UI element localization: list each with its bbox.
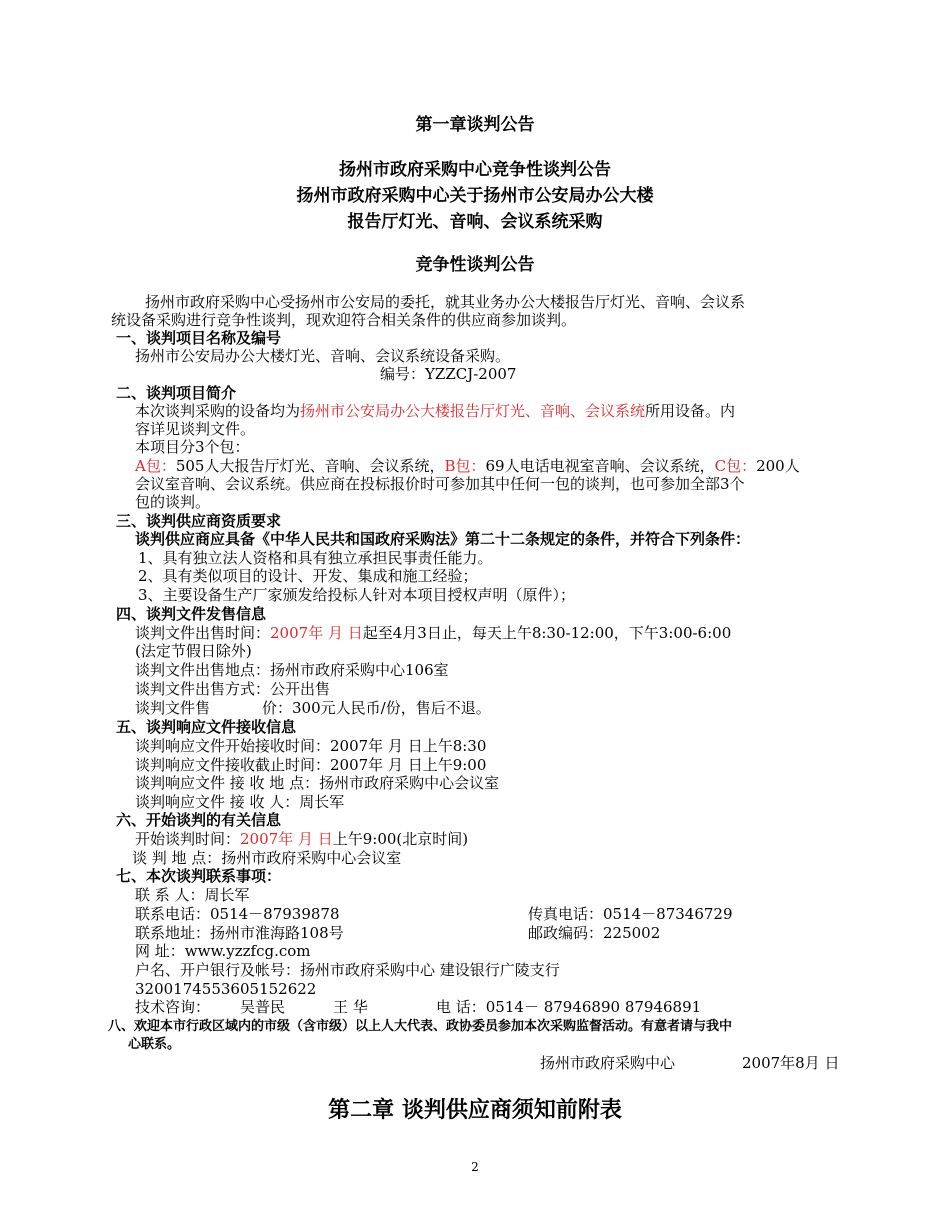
receipt-place: 谈判响应文件 接 收 地 点：扬州市政府采购中心会议室: [135, 774, 500, 792]
package-line-2: 会议室音响、会议系统。供应商在投标报价时可参加其中任何一包的谈判，也可参加全部3个: [135, 475, 745, 493]
qualification-item-1: 1、具有独立法人资格和具有独立承担民事责任能力。: [138, 549, 493, 567]
project-code: 编号：YZZCJ-2007: [380, 365, 517, 383]
receipt-person: 谈判响应文件 接 收 人：周长军: [135, 793, 345, 811]
sale-price: 谈判文件售 价：300元人民币/份，售后不退。: [135, 699, 491, 717]
section-4-title: 四、谈判文件发售信息: [116, 605, 267, 623]
project-name: 扬州市公安局办公大楼灯光、音响、会议系统设备采购。: [135, 347, 511, 365]
contact-fax: 传真电话：0514－87346729: [528, 905, 733, 923]
section-1-title: 一、谈判项目名称及编号: [116, 329, 282, 347]
notice-title-1: 扬州市政府采购中心竞争性谈判公告: [339, 160, 611, 180]
signature-date: 2007年8月 日: [742, 1054, 840, 1072]
page-number: 2: [471, 1160, 479, 1174]
section-3-title: 三、谈判供应商资质要求: [116, 512, 282, 530]
supervision-note-line-2: 心联系。: [128, 1037, 181, 1052]
intro-line-2: 统设备采购进行竞争性谈判，现欢迎符合相关条件的供应商参加谈判。: [111, 311, 577, 329]
bank-account: 3200174553605152622: [135, 980, 317, 998]
qualification-lead: 谈判供应商应具备《中华人民共和国政府采购法》第二十二条规定的条件，并符合下列条件：: [135, 530, 751, 548]
contact-website: 网 址：www.yzzfcg.com: [135, 942, 311, 960]
package-count: 本项目分3个包：: [135, 438, 250, 456]
intro-scope-line: 本次谈判采购的设备均为扬州市公安局办公大楼报告厅灯光、音响、会议系统所用设备。内: [135, 402, 736, 420]
package-list: A包：505人大报告厅灯光、音响、会议系统，B包：69人电话电视室音响、会议系统，C包：200人: [135, 457, 800, 475]
tech-consult-phone: 电 话：0514－ 87946890 87946891: [436, 998, 702, 1016]
bank-info: 户名、开户银行及帐号：扬州市政府采购中心 建设银行广陵支行: [135, 961, 560, 979]
sale-place: 谈判文件出售地点：扬州市政府采购中心106室: [135, 661, 449, 679]
chapter-1-title: 第一章谈判公告: [415, 115, 535, 135]
section-2-title: 二、谈判项目简介: [116, 384, 237, 402]
supervision-note-line-1: 八、欢迎本市行政区域内的市级（含市级）以上人大代表、政协委员参加本次采购监督活动。有意者请与我中: [108, 1019, 733, 1034]
negotiation-time: 开始谈判时间：2007年 月 日上午9:00(北京时间): [135, 830, 469, 848]
sale-holiday-note: (法定节假日除外): [135, 642, 252, 660]
notice-title-2: 扬州市政府采购中心关于扬州市公安局办公大楼: [296, 186, 654, 206]
qualification-item-3: 3、主要设备生产厂家颁发给投标人针对本项目授权声明（原件）；: [138, 586, 576, 604]
receipt-start: 谈判响应文件开始接收时间：2007年 月 日上午8:30: [135, 737, 487, 755]
qualification-item-2: 2、具有类似项目的设计、开发、集成和施工经验；: [138, 567, 478, 585]
sale-time: 谈判文件出售时间：2007年 月 日起至4月3日止，每天上午8:30-12:00，下午3:00-6:00: [135, 624, 732, 642]
scope-line-2: 容详见谈判文件。: [135, 420, 256, 438]
contact-phone: 联系电话：0514－87939878: [135, 905, 340, 923]
package-line-3: 包的谈判。: [135, 493, 211, 511]
notice-title-3: 报告厅灯光、音响、会议系统采购: [347, 212, 603, 232]
notice-title-4: 竞争性谈判公告: [415, 255, 535, 275]
tech-consult-person-1: 吴普民: [240, 998, 286, 1016]
intro-line-1: 扬州市政府采购中心受扬州市公安局的委托，就其业务办公大楼报告厅灯光、音响、会议系: [145, 293, 746, 311]
section-6-title: 六、开始谈判的有关信息: [116, 811, 282, 829]
receipt-end: 谈判响应文件接收截止时间：2007年 月 日上午9:00: [135, 756, 487, 774]
contact-person: 联 系 人：周长军: [135, 886, 250, 904]
section-5-title: 五、谈判响应文件接收信息: [116, 718, 297, 736]
chapter-2-title: 第二章 谈判供应商须知前附表: [328, 1097, 622, 1123]
tech-consult-person-2: 王 华: [333, 998, 368, 1016]
sale-method: 谈判文件出售方式：公开出售: [135, 680, 331, 698]
tech-consult-label: 技术咨询：: [135, 998, 211, 1016]
contact-address: 联系地址：扬州市淮海路108号: [135, 924, 344, 942]
negotiation-place: 谈 判 地 点：扬州市政府采购中心会议室: [132, 849, 402, 867]
section-7-title: 七、本次谈判联系事项：: [116, 867, 282, 885]
contact-postcode: 邮政编码：225002: [528, 924, 661, 942]
signature-org: 扬州市政府采购中心: [540, 1054, 676, 1072]
